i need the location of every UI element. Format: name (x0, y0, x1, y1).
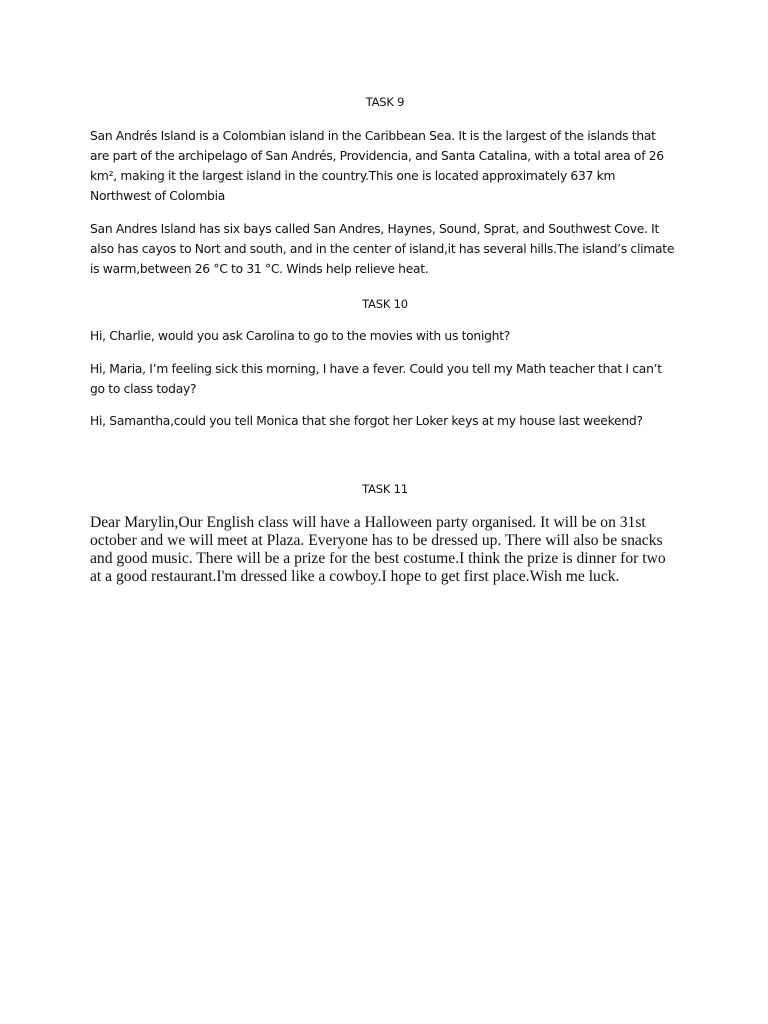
task-9-paragraph-2: San Andres Island has six bays called San Andres, Haynes, Sound, Sprat, and Southwest Cove. It also has cayos to Nort and south, and in the center of island,it has several hills.The island’s climate is warm,between 26 °C to 31 °C. Winds help relieve heat. (90, 222, 675, 276)
task-11-letter: Dear Marylin,Our English class will have a Halloween party organised. It will be on 31st october and we will meet at Plaza. Everyone has to be dressed up. There will also be snacks and good music. There will be a prize for the best costume.I think the prize is dinner for two at a good restaurant.I'm dressed like a cowboy.I hope to get first place.Wish me luck. (90, 514, 666, 585)
task-10-message-1: Hi, Charlie, would you ask Carolina to go to the movies with us tonight? (90, 329, 511, 343)
task-11-heading: TASK 11 (362, 482, 408, 496)
document-body (90, 94, 680, 586)
task-10-message-3: Hi, Samantha,could you tell Monica that she forgot her Loker keys at my house last weekend? (90, 414, 643, 428)
task-9-paragraph-1: San Andrés Island is a Colombian island in the Caribbean Sea. It is the largest of the islands that are part of the archipelago of San Andrés, Providencia, and Santa Catalina, with a total area of 26 km², making it the largest island in the country.This one is located approximately 637 km Northwest of Colombia (90, 129, 664, 203)
task-9-heading: TASK 9 (365, 95, 405, 109)
task-10-message-2: Hi, Maria, I’m feeling sick this morning, I have a fever. Could you tell my Math teacher that I can’t go to class today? (90, 362, 662, 396)
task-10-heading: TASK 10 (362, 297, 408, 311)
